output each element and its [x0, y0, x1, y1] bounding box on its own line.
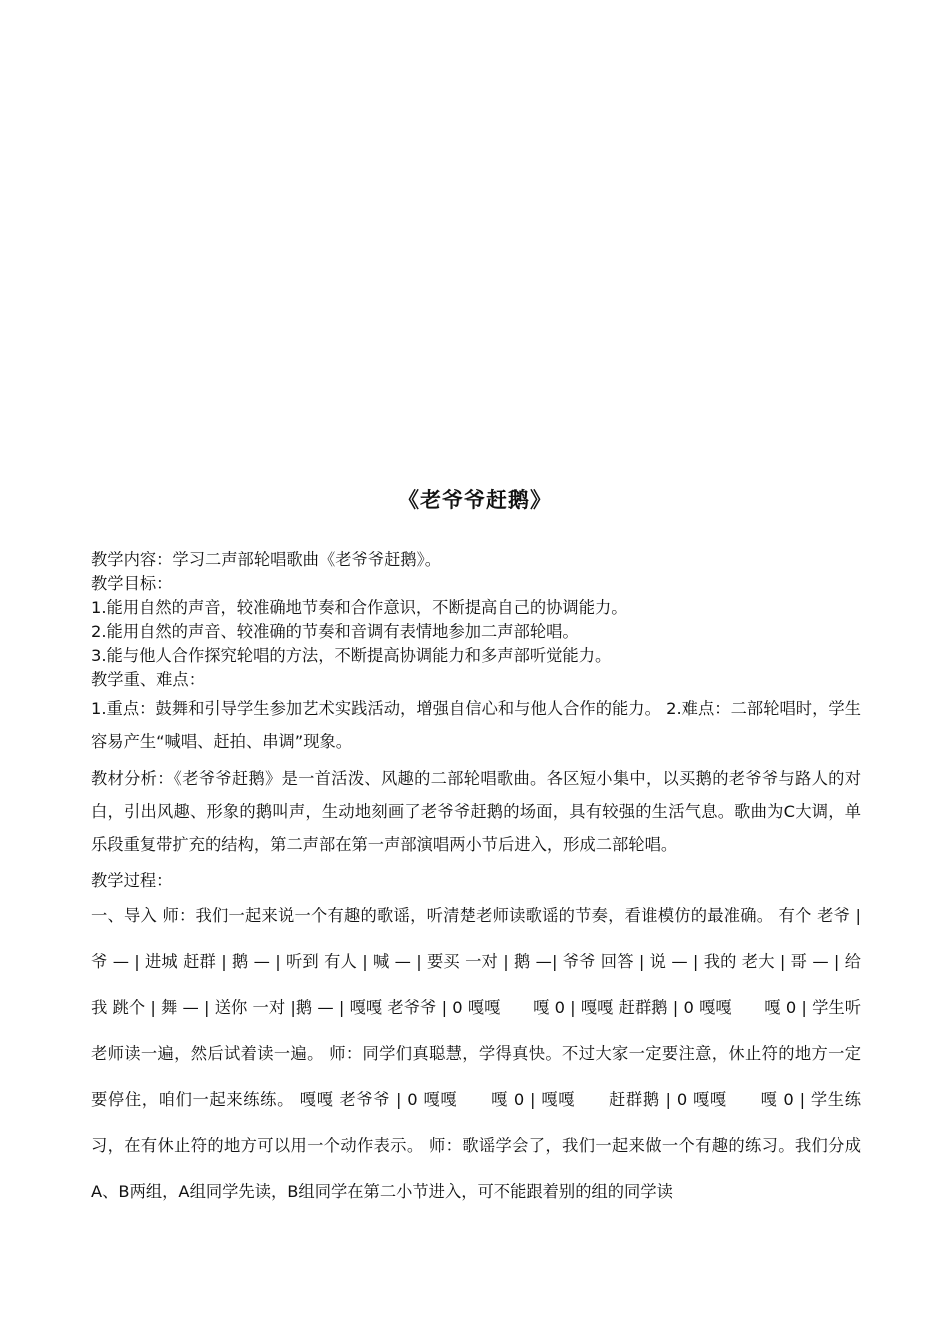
- teaching-goals-heading: 教学目标：: [91, 574, 173, 593]
- teaching-goal-1: 1.能用自然的声音，较准确地节奏和合作意识，不断提高自己的协调能力。: [91, 598, 628, 617]
- teaching-goal-2: 2.能用自然的声音、较准确的节奏和音调有表情地参加二声部轮唱。: [91, 622, 579, 641]
- document-body: [91, 548, 861, 1215]
- teaching-goal-3: 3.能与他人合作探究轮唱的方法，不断提高协调能力和多声部听觉能力。: [91, 646, 612, 665]
- key-points-paragraph: 1.重点：鼓舞和引导学生参加艺术实践活动，增强自信心和与他人合作的能力。 2.难点：二部轮唱时，学生容易产生“喊唱、赶拍、串调”现象。: [91, 699, 861, 751]
- teaching-process-paragraph: 一、导入 师：我们一起来说一个有趣的歌谣，听清楚老师读歌谣的节奏，看谁模仿的最准确。 有个 老爷 | 爷 — | 进城 赶群 | 鹅 — | 听到 有人 | 喊 — | 要买 一对 | 鹅 —| 爷爷 回答 | 说 — | 我的 老大 | 哥 — | 给我 跳个 | 舞 — | 送你 一对 |鹅 — | 嘎嘎 老爷爷 | 0 嘎嘎 嘎 0 | 嘎嘎 赶群鹅 | 0 嘎嘎 嘎 0 | 学生听老师读一遍，然后试着读一遍。 师：同学们真聪慧，学得真快。不过大家一定要注意，休止符的地方一定要停住，咱们一起来练练。 嘎嘎 老爷爷 | 0 嘎嘎 嘎 0 | 嘎嘎 赶群鹅 | 0 嘎嘎 嘎 0 | 学生练习，在有休止符的地方可以用一个动作表示。 师：歌谣学会了，我们一起来做一个有趣的练习。我们分成A、B两组，A组同学先读，B组同学在第二小节进入，可不能跟着别的组的同学读: [91, 906, 861, 1201]
- key-points-heading: 教学重、难点：: [91, 670, 205, 689]
- document-title: 《老爷爷赶鹅》: [398, 488, 552, 512]
- material-analysis-paragraph: 教材分析：《老爷爷赶鹅》是一首活泼、风趣的二部轮唱歌曲。各区短小集中，以买鹅的老爷爷与路人的对白，引出风趣、形象的鹅叫声，生动地刻画了老爷爷赶鹅的场面，具有较强的生活气息。歌曲为C大调，单乐段重复带扩充的结构，第二声部在第一声部演唱两小节后进入，形成二部轮唱。: [91, 769, 861, 854]
- teaching-content-line: 教学内容：学习二声部轮唱歌曲《老爷爷赶鹅》。: [91, 550, 442, 569]
- teaching-process-heading: 教学过程：: [91, 871, 173, 890]
